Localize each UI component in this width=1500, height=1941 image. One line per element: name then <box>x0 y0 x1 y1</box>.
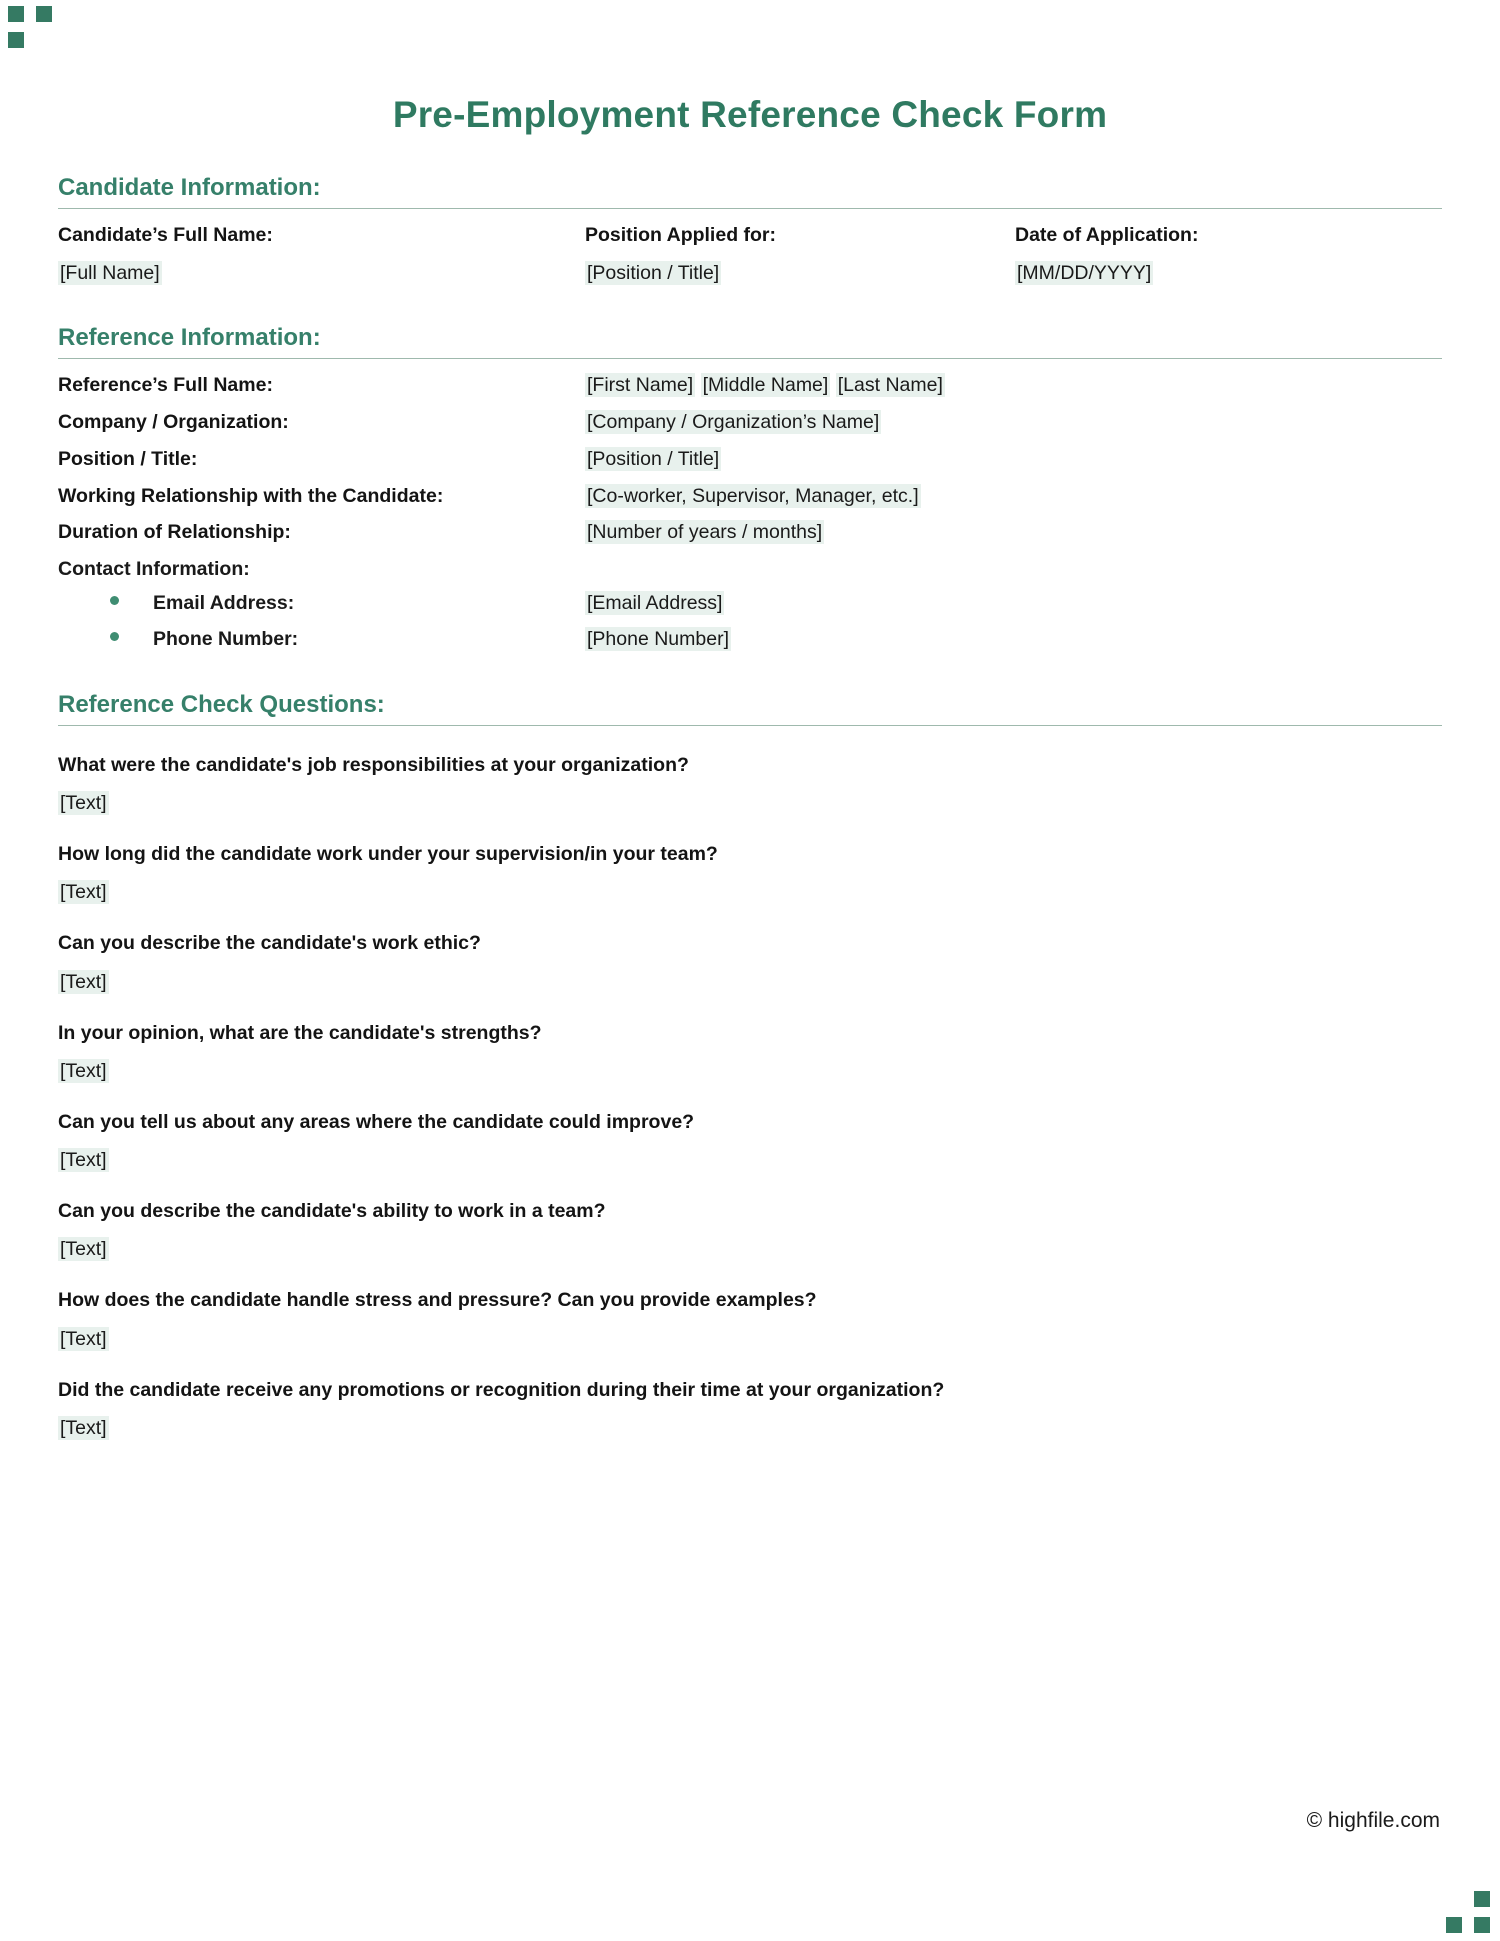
label-reference-position-title: Position / Title: <box>58 447 198 470</box>
value-email-address: [Email Address] <box>587 592 723 615</box>
question-text: Can you describe the candidate's ability to work in a team? <box>58 1200 606 1223</box>
value-working-relationship: [Co-worker, Supervisor, Manager, etc.] <box>587 484 919 507</box>
field-position-applied-for[interactable] <box>585 261 1015 287</box>
label-position-applied-for: Position Applied for: <box>585 224 777 246</box>
question-text: In your opinion, what are the candidate's strengths? <box>58 1021 542 1044</box>
field-reference-full-name[interactable] <box>585 373 1442 399</box>
answer-field[interactable] <box>58 1060 1442 1083</box>
corner-decoration-top-left <box>8 6 54 52</box>
value-position-applied-for: [Position / Title] <box>587 261 720 284</box>
candidate-information-grid <box>58 223 1442 286</box>
question-block <box>58 752 1442 815</box>
label-email-address <box>58 592 585 615</box>
question-block <box>58 930 1442 993</box>
question-block <box>58 1020 1442 1083</box>
question-text: What were the candidate's job responsibilities at your organization? <box>58 753 689 776</box>
field-phone-number[interactable] <box>585 627 1442 653</box>
field-company-organization[interactable] <box>585 410 1442 436</box>
answer-placeholder: [Text] <box>60 970 107 993</box>
answer-placeholder: [Text] <box>60 1238 107 1261</box>
list-item-phone-number <box>58 627 1442 653</box>
label-phone-number <box>58 628 585 651</box>
field-working-relationship[interactable] <box>585 484 1442 510</box>
value-reference-position-title: [Position / Title] <box>587 447 720 470</box>
document-content <box>58 86 1442 1440</box>
value-reference-last-name: [Last Name] <box>837 374 943 397</box>
section-divider <box>58 358 1442 359</box>
bullet-dot-icon <box>110 632 119 641</box>
value-date-of-application: [MM/DD/YYYY] <box>1017 261 1152 284</box>
field-candidate-full-name[interactable] <box>58 261 585 287</box>
label-working-relationship: Working Relationship with the Candidate: <box>58 484 444 507</box>
answer-placeholder: [Text] <box>60 1149 107 1172</box>
field-email-address[interactable] <box>585 591 1442 617</box>
section-heading-candidate-information: Candidate Information: <box>58 174 321 201</box>
value-phone-number: [Phone Number] <box>587 627 729 650</box>
answer-field[interactable] <box>58 1149 1442 1172</box>
value-company-organization: [Company / Organization’s Name] <box>587 411 880 434</box>
answer-placeholder: [Text] <box>60 791 107 814</box>
decorative-square <box>8 6 24 22</box>
answer-field[interactable] <box>58 1238 1442 1261</box>
question-block <box>58 1377 1442 1440</box>
answer-field[interactable] <box>58 881 1442 904</box>
label-reference-full-name: Reference’s Full Name: <box>58 374 273 397</box>
label-duration-of-relationship: Duration of Relationship: <box>58 521 291 544</box>
reference-information-grid <box>58 373 1442 546</box>
question-block <box>58 1198 1442 1261</box>
section-divider <box>58 725 1442 726</box>
section-heading-reference-information: Reference Information: <box>58 324 321 352</box>
value-reference-middle-name: [Middle Name] <box>702 374 829 397</box>
question-block <box>58 1109 1442 1172</box>
bullet-dot-icon <box>110 596 119 605</box>
decorative-square <box>1446 1917 1462 1933</box>
answer-placeholder: [Text] <box>60 1059 107 1082</box>
label-candidate-full-name: Candidate’s Full Name: <box>58 224 273 246</box>
field-duration-of-relationship[interactable] <box>585 520 1442 546</box>
value-reference-first-name: [First Name] <box>587 374 694 397</box>
section-heading-reference-check-questions: Reference Check Questions: <box>58 690 385 718</box>
question-text: Can you tell us about any areas where the candidate could improve? <box>58 1110 695 1133</box>
question-text: How does the candidate handle stress and pressure? Can you provide examples? <box>58 1289 817 1312</box>
answer-placeholder: [Text] <box>60 1327 107 1350</box>
value-duration-of-relationship: [Number of years / months] <box>587 521 823 544</box>
label-contact-information: Contact Information: <box>58 558 250 581</box>
field-date-of-application[interactable] <box>1015 261 1442 287</box>
footer-copyright: © highfile.com <box>1306 1809 1440 1832</box>
decorative-square <box>1474 1891 1490 1907</box>
answer-field[interactable] <box>58 1417 1442 1440</box>
text-phone-number-label: Phone Number: <box>153 627 299 650</box>
answer-field[interactable] <box>58 1328 1442 1351</box>
section-divider <box>58 208 1442 209</box>
decorative-square <box>36 6 52 22</box>
text-email-address-label: Email Address: <box>153 592 295 615</box>
decorative-square <box>1474 1917 1490 1933</box>
question-block <box>58 1287 1442 1350</box>
value-candidate-full-name: [Full Name] <box>60 261 160 284</box>
list-item-email-address <box>58 591 1442 617</box>
page-title: Pre-Employment Reference Check Form <box>392 94 1108 135</box>
question-text: Did the candidate receive any promotions or recognition during their time at your organization? <box>58 1378 945 1401</box>
answer-placeholder: [Text] <box>60 1417 107 1440</box>
question-text: How long did the candidate work under your supervision/in your team? <box>58 842 718 865</box>
corner-decoration-bottom-right <box>1444 1887 1490 1933</box>
answer-field[interactable] <box>58 792 1442 815</box>
decorative-square <box>8 32 24 48</box>
label-date-of-application: Date of Application: <box>1015 224 1199 246</box>
label-company-organization: Company / Organization: <box>58 411 289 434</box>
question-block <box>58 841 1442 904</box>
answer-placeholder: [Text] <box>60 881 107 904</box>
answer-field[interactable] <box>58 971 1442 994</box>
field-reference-position-title[interactable] <box>585 447 1442 473</box>
question-text: Can you describe the candidate's work ethic? <box>58 932 481 955</box>
